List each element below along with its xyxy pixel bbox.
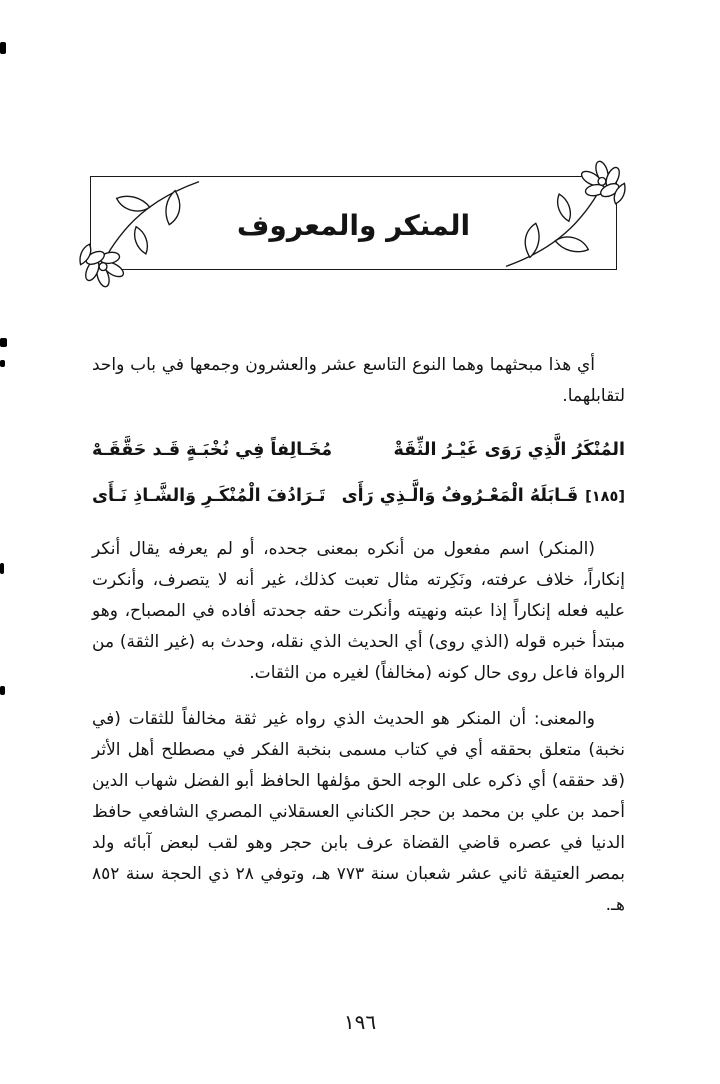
poem-verse <box>92 473 625 520</box>
commentary-paragraph-1: (المنكر) اسم مفعول من أنكره بمعنى جحده، أو لم يعرفه يقال أنكر إنكاراً، خلاف عرفته، ونَكِرته مثال تعبت كذلك، غير أنه لا يتصرف، وأنكرت عليه فعله إنكاراً إذا عبته ونهيته وأنكرت حقه جحدته أفاده في المصباح، وهو مبتدأ خبره قوله (الذي روى) أي الحديث الذي نقله، وحدث به (غير الثقة) من الرواة فاعل روى حال كونه (مخالفاً) لغيره من الثقات. <box>92 539 625 683</box>
verse-number: [١٨٥] <box>585 489 625 505</box>
page-title: المنكر والمعروف <box>236 208 471 242</box>
hemistich: المُنْكَرُ الَّذِي رَوَى غَيْـرُ الثِّقَةْ <box>393 440 625 460</box>
scan-artifact <box>0 338 7 347</box>
chapter-title-box <box>90 176 617 270</box>
hemistich: مُخَـالِفاً فِي نُخْبَـةٍ قَـد حَقَّقَـهْ <box>92 440 333 460</box>
hemistich: تَـرَادُفَ الْمُنْكَـرِ وَالشَّـاذِ نَـأَى <box>92 486 326 506</box>
page-number: ١٩٦ <box>343 1010 377 1034</box>
verse-start <box>342 473 625 520</box>
scan-artifact <box>0 563 4 574</box>
hemistich: قَـابَلَهُ الْمَعْـرُوفُ وَالَّـذِي رَأَى <box>341 486 579 506</box>
scan-artifact <box>0 360 5 367</box>
scan-artifact <box>0 42 6 54</box>
scan-artifact <box>0 686 5 695</box>
poem-verse <box>92 427 625 473</box>
intro-paragraph: أي هذا مبحثهما وهما النوع التاسع عشر والعشرون وجمعها في باب واحد لتقابلهما. <box>92 355 625 406</box>
commentary-paragraph-2: والمعنى: أن المنكر هو الحديث الذي رواه غير ثقة مخالفاً للثقات (في نخبة) متعلق بحققه أي في كتاب مسمى بنخبة الفكر في مصطلح أهل الأثر (قد حققه) أي ذكره على الوجه الحق مؤلفها الحافظ أبو الفضل شهاب الدين أحمد بن علي بن محمد بن حجر الكناني العسقلاني المصري الشافعي حافظ الدنيا في عصره قاضي القضاة عرف بابن حجر وهو لقب لبعض آبائه ولد بمصر العتيقة ثاني عشر شعبان سنة ٧٧٣ هـ، وتوفي ٢٨ ذي الحجة سنة ٨٥٢ هـ. <box>92 709 625 915</box>
poem-block <box>92 427 625 520</box>
text-column <box>92 350 625 936</box>
